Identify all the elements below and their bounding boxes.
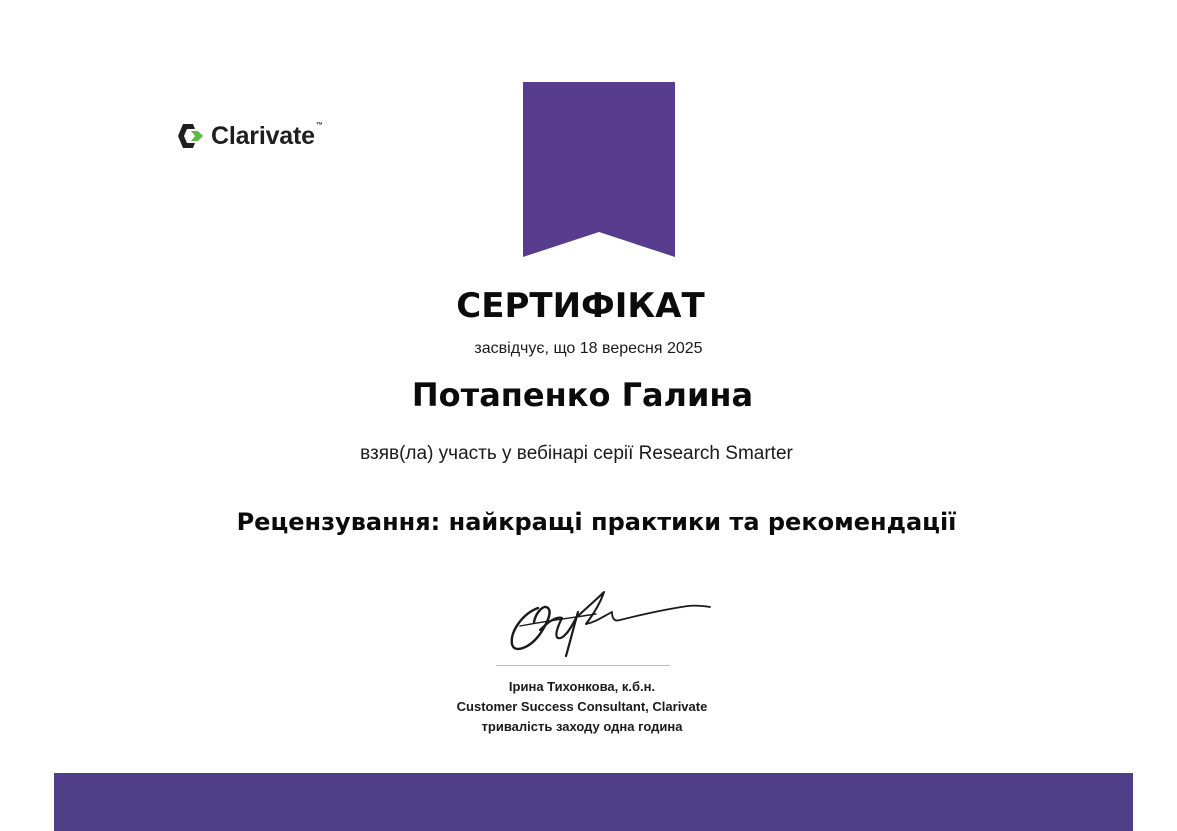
certificate-title: СЕРТИФІКАТ [456,286,705,326]
signature-line [496,665,670,666]
logo-wordmark: Clarivate [211,121,315,150]
clarivate-logo [176,120,323,152]
signer-role: Customer Success Consultant, Clarivate [456,699,708,714]
event-duration: тривалість заходу одна година [481,719,683,734]
signer-name: Ірина Тихонкова, к.б.н. [508,679,656,694]
clarivate-logo-icon [176,121,206,151]
certificate-date-line: засвідчує, що 18 вересня 2025 [474,340,703,357]
recipient-name: Потапенко Галина [411,376,754,414]
participation-text: взяв(ла) участь у вебінарі серії Research Smarter [360,443,793,464]
webinar-topic: Рецензування: найкращі практики та рекомендації [236,508,957,536]
footer-band [54,773,1133,831]
ribbon-bookmark-icon [523,82,675,257]
handwritten-signature-icon [500,582,720,662]
trademark-symbol: ™ [315,122,323,129]
